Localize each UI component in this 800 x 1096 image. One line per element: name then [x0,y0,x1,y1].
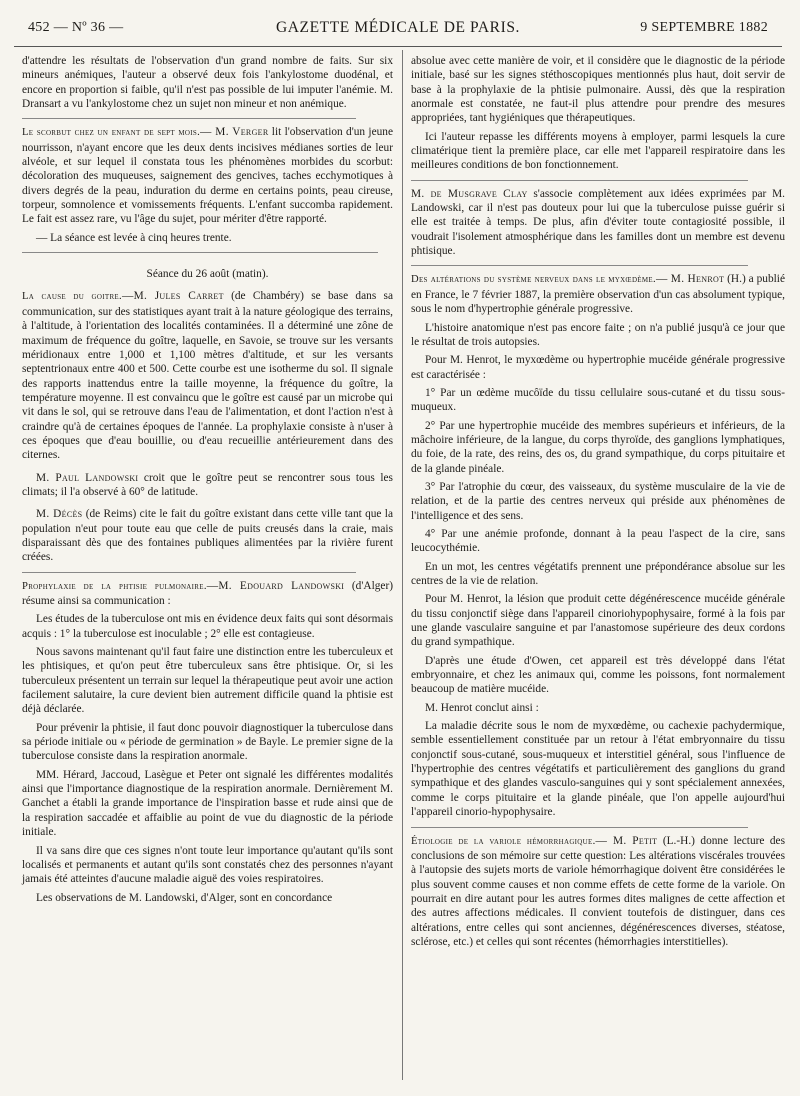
section-separator [22,572,356,573]
section-separator [411,827,748,828]
paragraph: 2° Par une hypertrophie mucéide des membres supérieurs et inférieurs, de la mâchoire inférieure, de la langue, du corps thyroïde, des ganglions lymphatiques, du foie, de la rate, des reins, des os, du grand sympathique, du corps pituitaire et de la glande pinéale. [411,419,785,475]
paragraph: M. Paul Landowski croit que le goître peut se rencontrer sous tous les climats; il l'a observé à 60° de latitude. [22,471,393,498]
paragraph: M. Henrot conclut ainsi : [425,701,539,714]
section-separator [411,265,748,266]
article-myxoedeme: Des altérations du système nerveux dans le myxœdème.— M. Henrot (H.) a publié en France, le 7 février 1887, la première observation d'un cas absolument typique, sous le nom d'hypertrophie générale progressive. [411,273,785,316]
column-divider [402,50,403,1080]
section-separator [22,118,356,119]
page-number: 452 — Nº 36 — [28,20,124,35]
session-title: Séance du 26 août (matin). [146,268,269,281]
paragraph: D'après une étude d'Owen, cet appareil est très développé dans l'état embryonnaire, et chez les animaux qui, comme les poissons, font normalement beaucoup de matière mucéide. [411,654,785,696]
paragraph: Ici l'auteur repasse les différents moyens à employer, parmi lesquels la cure climatérique tient la première place, car elle met l'appareil respiratoire dans les meilleures conditions de bon fonctionnement. [411,130,785,172]
paragraph: absolue avec cette manière de voir, et il considère que le diagnostic de la période initiale, basé sur les signes stéthoscopiques mentionnés plus haut, doit servir de base à la prophylaxie de la phtisie pulmonaire. Aussi, dès que la respiration anormale est constatée, ne faut-il plus attendre pour prendre des mesures appropriées, tant hygiéniques que thérapeutiques. [411,55,785,125]
left-column [22,54,393,909]
paragraph: d'attendre les résultats de l'observation d'un grand nombre de faits. Sur six mineurs anémiques, l'auteur a observé deux fois l'ankylostome duodénal, et encore en proportion si faible, qu'il n'est pas possible de lui imputer l'anémie. M. Dransart a vu l'ankylostome chez un sujet non mineur et non anémique. [22,55,393,111]
article-goitre: La cause du goitre.—M. Jules Carret (de Chambéry) se base dans sa communication, sur des statistiques ayant trait à la nature géologique des terrains, à l'altitude, à l'orientation des localités contaminées. Il a déterminé une zône de maximum de fréquence du goître, laquelle, en Savoie, se trouve sur les versants méridionaux entre 1,000 et 1,100 mètres d'altitude, et sur les versants septentrionaux entre 400 et 500. Cette courbe est une isotherme du sol. Il signale des rapports inattendus entre la taille moyenne, la fréquence du goître, la température moyenne. Il est convaincu que le goître est causé par un microbe qui vit dans le sol, qui se retrouve dans l'eau de l'alimentation, et dont l'action n'est à craindre qu'à de certaines époques de l'année. La prophylaxie consiste à n'user à ces époques que d'eau bouillie, ou d'eau recueillie antérieurement dans des citernes. [22,290,393,462]
journal-title: GAZETTE MÉDICALE DE PARIS. [275,19,521,36]
paragraph: La maladie décrite sous le nom de myxœdème, ou cachexie pachydermique, semble essentiellement constituée par un retour à l'état embryonnaire du tissu conjonctif sous-cutané, sous-muqueux et interstitiel général, sous l'influence de l'hypertrophie des centres végétatifs et particulièrement des ganglions du grand sympathique et des glandes vasculo-sanguines qui y sont spécialement annexées, comme le corps pituitaire et la glande pinéale, que l'on appelle aujourd'hui l'appareil cinorio-hypophysaire. [411,720,785,819]
right-column [411,54,785,953]
article-scorbut: Le scorbut chez un enfant de sept mois.— M. Verger lit l'observation d'un jeune nourrisson, n'ayant encore que les deux dents incisives médianes sorties de leur alvéole, et sur lequel il constata tous les phénomènes morbides du scorbut: décoloration des muqueuses, saignement des gencives, taches ecchymotiques à divers degrés de la peau, induration du derme en certains points, peau cireuse, torpeur, somnolence et vomissements fréquents. L'enfant succomba rapidement. Le fait est assez rare, vu l'âge du sujet, pour mériter d'être rapporté. [22,126,393,226]
paragraph: En un mot, les centres végétatifs prennent une prépondérance absolue sur les centres de la vie de relation. [411,560,785,587]
section-separator [22,252,378,253]
page-header [28,16,768,40]
paragraph: Pour prévenir la phtisie, il faut donc pouvoir diagnostiquer la tuberculose dans sa période initiale ou « période de germination » de Bayle. Le premier signe de la tuberculose consiste dans la respiration anormale. [22,721,393,763]
paragraph: 4° Par une anémie profonde, donnant à la peau l'aspect de la cire, sans leucocythémie. [411,527,785,555]
paragraph: — La séance est levée à cinq heures trente. [36,231,232,244]
header-rule [14,46,782,47]
issue-date: 9 SEPTEMBRE 1882 [640,20,768,35]
paragraph: MM. Hérard, Jaccoud, Lasègue et Peter ont signalé les différentes modalités ainsi que l'importance diagnostique de la respiration anormale. Dernièrement M. Ganchet a établi la grande importance de l'inspiration basse et rude ainsi que de la respiration saccadée et affaiblie au point de vue du diagnostic de la période initiale. [22,768,393,839]
article-phtisie: Prophylaxie de la phtisie pulmonaire.—M. Edouard Landowski (d'Alger) résume ainsi sa communication : [22,579,394,607]
paragraph: 3° Par l'atrophie du cœur, des vaisseaux, du système musculaire de la vie de relation, et de la partie des centres nerveux qui préside aux phénomènes de l'intelligence et des sens. [411,480,785,522]
article-variole: Étiologie de la variole hémorrhagique.— M. Petit (L.-H.) donne lecture des conclusions de son mémoire sur cette question: Les altérations viscérales trouvées à l'autopsie des sujets morts de variole hémorrhagique doivent être considérées le plus souvent comme causes et non comme effets de cette forme de la variole. On pourrait en dire autant pour les autres formes dites malignes de cette affection et des autres affections médicales. Il convient toutefois de distinguer, dans ces altérations, entre celles qui sont anciennes, dégénérescences diverses, stéatose, sclérose, etc.) et celles qui sont récentes (hémorrhagies interstitielles). [411,834,785,948]
paragraph: L'histoire anatomique n'est pas encore faite ; on n'a publié jusqu'à ce jour que le résultat de trois autopsies. [411,321,785,348]
paragraph: M. Décès (de Reims) cite le fait du goître existant dans cette ville tant que la population n'eut pour toute eau que celle de puits creusés dans la craie, mais disparaissant dès que des fontaines publiques alimentées par la rivière furent créées. [22,508,393,564]
paragraph: Il va sans dire que ces signes n'ont toute leur importance qu'autant qu'ils sont localisés et permanents et autant qu'ils sont constatés chez des personnes n'ayant jamais été atteintes d'aucune maladie aiguë des voies respiratoires. [22,844,393,886]
paragraph: 1° Par un œdème mucôïde du tissu cellulaire sous-cutané et du tissu sous-muqueux. [411,386,785,414]
paragraph: Nous savons maintenant qu'il faut faire une distinction entre les tuberculeux et les phtisiques, et qu'on peut être tuberculeux sans être phtisique. Or, si les tuberculeux présentent un terrain sur lequel la thérapeutique peut avoir une action facilement salutaire, la cure devient bien autrement difficile quand la phtisie est déjà déclarée. [22,646,393,716]
paragraph: Pour M. Henrot, la lésion que produit cette dégénérescence mucéide générale du tissu conjonctif siège dans l'appareil cinoriohypophysaire, formé à la fois par une glande vasculaire sanguine et par l'anastomose supérieure des deux cordons du grand sympathique. [411,593,785,649]
paragraph: Les études de la tuberculose ont mis en évidence deux faits qui sont désormais acquis : 1° la tuberculose est inoculable ; 2° elle est contagieuse. [22,613,393,640]
paragraph: M. de Musgrave Clay s'associe complètement aux idées exprimées par M. Landowski, car il n'est pas douteux pour lui que la tuberculose puisse guérir si elle est traitée à temps. De plus, afin d'éviter toute contagiosité possible, il voudrait l'isolement atmosphérique dans les familles dont un membre est devenu phtisique. [411,187,785,258]
paragraph: Les observations de M. Landowski, d'Alger, sont en concordance [36,891,333,904]
section-separator [411,180,748,181]
paragraph: Pour M. Henrot, le myxœdème ou hypertrophie mucéide générale progressive est caractérisée : [411,354,785,381]
